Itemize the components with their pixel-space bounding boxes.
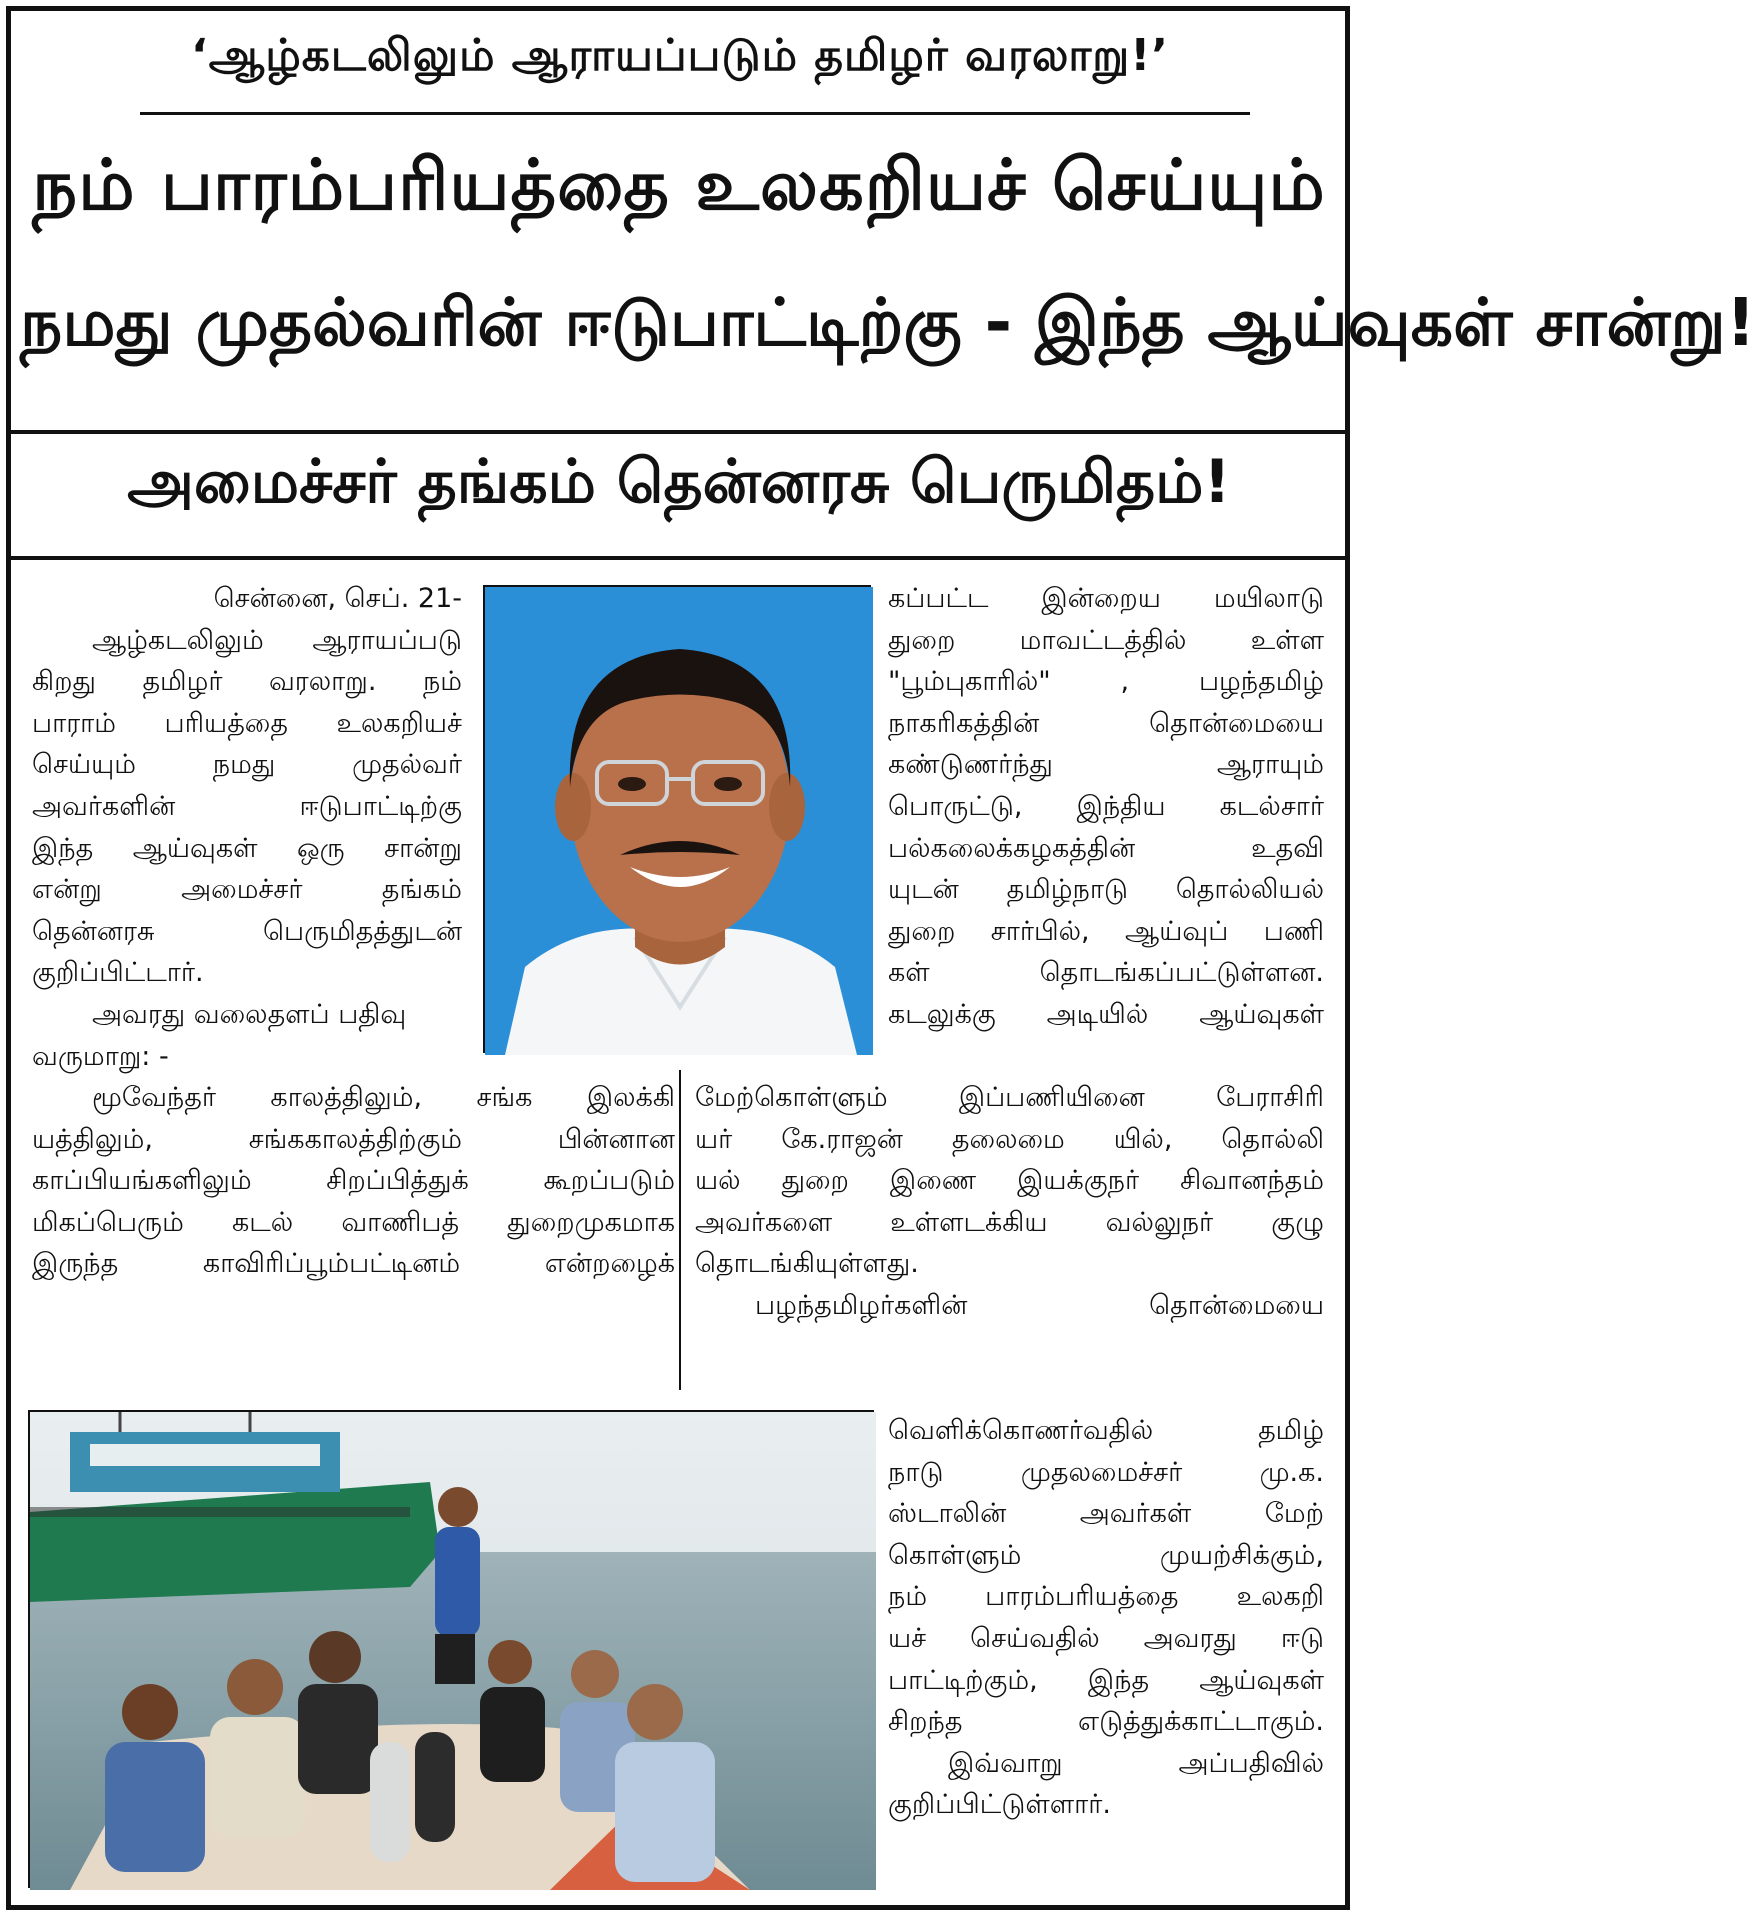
dateline: சென்னை, செப். 21- [213,583,462,614]
body-line: துறை சார்பில், ஆய்வுப் பணி [888,915,1324,947]
headline-line-1: நம் பாரம்பரியத்தை உலகறியச் செய்யும் [32,144,1326,226]
body-line: தென்னரசு பெருமிதத்துடன் [32,915,462,947]
body-line: நாகரிகத்தின் தொன்மையை [888,707,1324,739]
body-line: துறை மாவட்டத்தில் உள்ள [888,624,1324,656]
body-line: கொள்ளும் முயற்சிக்கும், [888,1539,1324,1571]
body-line: யர் கே.ராஜன் தலைமை யில், தொல்லி [695,1123,1324,1155]
body-line: யுடன் தமிழ்நாடு தொல்லியல் [888,874,1324,906]
body-line: இந்த ஆய்வுகள் ஒரு சான்று [32,832,462,864]
body-line: கள் தொடங்கப்பட்டுள்ளன. [888,957,1324,989]
body-line: அவரது வலைதளப் பதிவு [92,998,407,1030]
subheadline: அமைச்சர் தங்கம் தென்னரசு பெருமிதம்! [127,447,1231,517]
article-column-right-bottom [888,1410,1324,1826]
body-line: கண்டுணர்ந்து ஆராயும் [888,749,1324,781]
body-line: தொடங்கியுள்ளது. [695,1248,919,1280]
body-line: மிகப்பெரும் கடல் வாணிபத் துறைமுகமாக [32,1206,675,1238]
body-line: இருந்த காவிரிப்பூம்பட்டினம் என்றழைக் [32,1248,675,1280]
body-line: யத்திலும், சங்ககாலத்திற்கும் பின்னான [32,1123,675,1155]
body-line: என்று அமைச்சர் தங்கம் [32,874,462,906]
body-line: "பூம்புகாரில்" , பழந்தமிழ் [888,666,1324,698]
body-line: அவர்களின் ஈடுபாட்டிற்கு [32,790,462,822]
article-column-right-top [888,578,1324,1036]
minister-portrait-photo [483,585,871,1053]
kicker-line: ‘ஆழ்கடலிலும் ஆராயப்படும் தமிழர் வரலாறு!’ [191,30,1169,81]
body-line: ஸ்டாலின் அவர்கள் மேற் [888,1498,1324,1530]
body-line: யச் செய்வதில் அவரது ஈடு [888,1622,1324,1654]
kicker-underline [140,112,1250,115]
body-line: பொருட்டு, இந்திய கடல்சார் [888,790,1324,822]
body-line: பழந்தமிழர்களின் தொன்மையை [755,1289,1324,1321]
article-column-left [32,578,462,1077]
divider-bottom [11,556,1347,560]
divider-top [11,430,1347,434]
body-line: இவ்வாறு அப்பதிவில் [948,1747,1324,1779]
body-line: குறிப்பிட்டார். [32,957,204,989]
body-line: கப்பட்ட இன்றைய மயிலாடு [888,583,1324,614]
body-line: வருமாறு: - [32,1040,169,1072]
body-line: காப்பியங்களிலும் சிறப்பித்துக் கூறப்படும் [32,1165,675,1197]
article-column-right-mid [695,1077,1324,1327]
body-line: செய்யும் நமது முதல்வர் [32,749,462,781]
article-column-left-wide [32,1077,675,1285]
column-divider [679,1070,681,1390]
research-team-boat-photo [28,1410,874,1888]
body-line: நம் பாரம்பரியத்தை உலகறி [888,1581,1324,1613]
body-line: மூவேந்தர் காலத்திலும், சங்க இலக்கி [92,1082,675,1113]
body-line: நாடு முதலமைச்சர் மு.க. [888,1456,1324,1488]
body-line: சிறந்த எடுத்துக்காட்டாகும். [888,1706,1324,1738]
body-line: குறிப்பிட்டுள்ளார். [888,1789,1111,1821]
body-line: பாட்டிற்கும், இந்த ஆய்வுகள் [888,1664,1324,1696]
body-line: கிறது தமிழர் வரலாறு. நம் [32,666,462,698]
body-line: யல் துறை இணை இயக்குநர் சிவானந்தம் [695,1165,1324,1197]
body-line: ஆழ்கடலிலும் ஆராயப்படு [92,624,462,656]
body-line: அவர்களை உள்ளடக்கிய வல்லுநர் குழு [695,1206,1324,1238]
body-line: வெளிக்கொணர்வதில் தமிழ் [888,1415,1324,1446]
body-line: பாராம் பரியத்தை உலகறியச் [32,707,462,739]
body-line: கடலுக்கு அடியில் ஆய்வுகள் [888,998,1324,1030]
headline-line-2: நமது முதல்வரின் ஈடுபாட்டிற்கு - இந்த ஆய்வுகள் சான்று! [20,284,1756,361]
body-line: பல்கலைக்கழகத்தின் உதவி [888,832,1324,864]
body-line: மேற்கொள்ளும் இப்பணியினை பேராசிரி [695,1082,1324,1113]
